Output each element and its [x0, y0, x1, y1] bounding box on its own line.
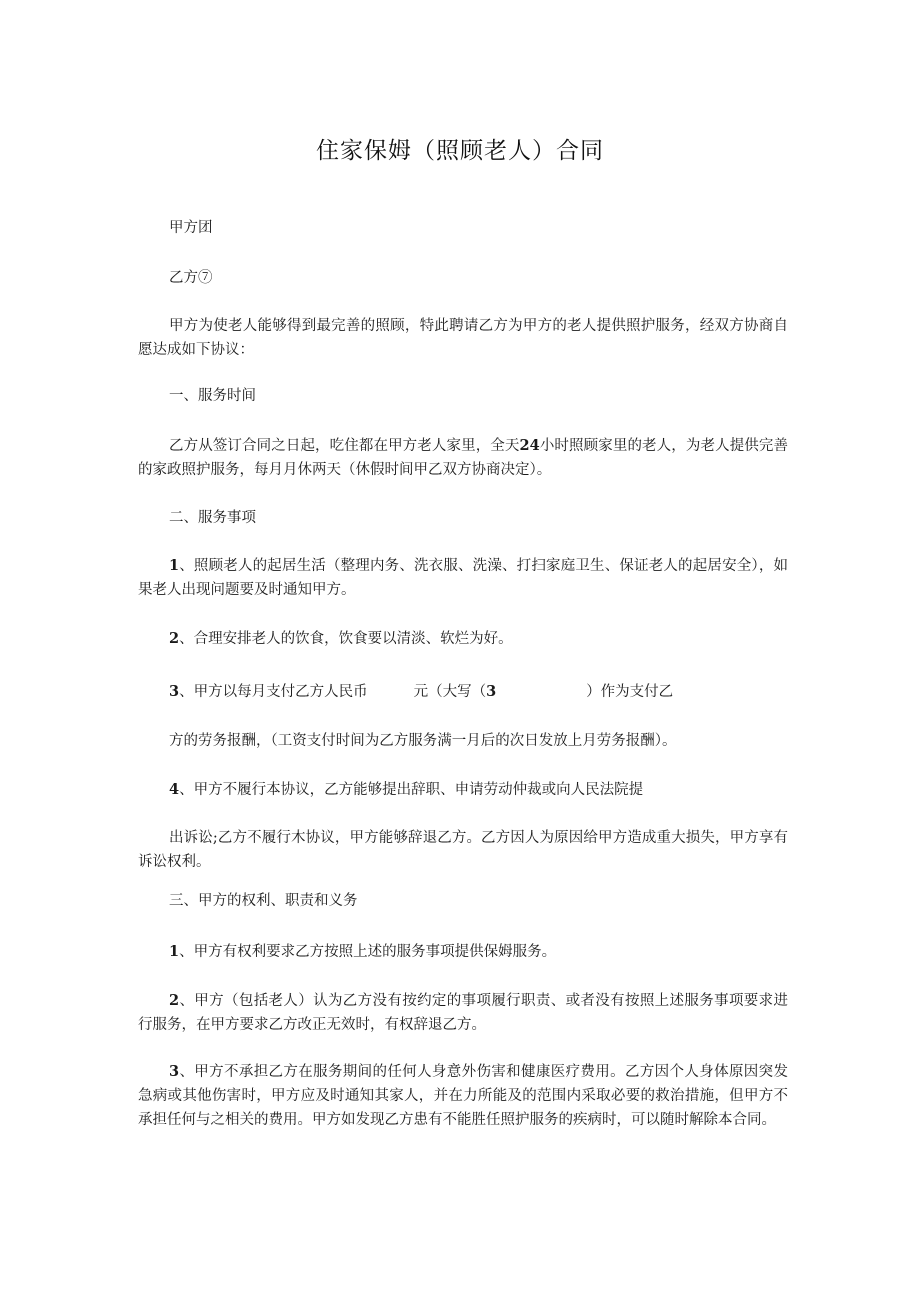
section3-item2-text: 、甲方（包括老人）认为乙方没有按约定的事项履行职责、或者没有按照上述服务事项要求进行服务，在甲方要求乙方改正无效时，有权辞退乙方。	[138, 993, 788, 1033]
section3-item3-num: 3	[169, 1063, 180, 1080]
section1-text-a: 乙方从签订合同之日起，吃住都在甲方老人家里，全天	[169, 438, 520, 454]
section2-item2	[138, 627, 788, 651]
section2-item2-num: 2	[169, 630, 180, 647]
section2-item3-continued: 方的劳务报酬，（工资支付时间为乙方服务满一月后的次日发放上月劳务报酬）。	[169, 733, 677, 749]
section2-item4-num: 4	[169, 781, 180, 798]
section2-item3-text-c: ）作为支付乙	[586, 684, 674, 700]
intro-paragraph: 甲方为使老人能够得到最完善的照顾，特此聘请乙方为甲方的老人提供照护服务，经双方协商自愿达成如下协议：	[138, 318, 788, 358]
document-title: 住家保姆（照顾老人）合同	[316, 138, 604, 164]
section2-item4-text: 、甲方不履行本协议，乙方能够提出辞职、申请劳动仲裁或向人民法院提	[179, 782, 644, 798]
section3-item1-num: 1	[169, 943, 180, 960]
section1-hours: 24	[519, 437, 540, 454]
party-b-line: 乙方⑦	[169, 270, 213, 286]
section3-item3-text: 、甲方不承担乙方在服务期间的任何人身意外伤害和健康医疗费用。乙方因个人身体原因突发急病或其他伤害时，甲方应及时通知其家人，并在力所能及的范围内采取必要的救治措施，但甲方不承担任何与之相关的费用。甲方如发现乙方患有不能胜任照护服务的疾病时，可以随时解除本合同。	[138, 1064, 788, 1128]
section2-item3	[138, 680, 788, 704]
section2-heading: 二、服务事项	[169, 510, 256, 526]
section1-paragraph	[138, 434, 788, 482]
section3-item1	[138, 940, 788, 964]
party-a-line: 甲方团	[169, 220, 213, 236]
section2-item1-num: 1	[169, 557, 180, 574]
section2-item3-text-a: 、甲方以每月支付乙方人民币	[179, 684, 368, 700]
section2-item2-text: 、合理安排老人的饮食，饮食要以清淡、软烂为好。	[179, 631, 513, 647]
section2-item3-num2: 3	[486, 683, 497, 700]
section3-heading: 三、甲方的权利、职责和义务	[169, 893, 358, 909]
section2-item4-continued: 出诉讼;乙方不履行木协议，甲方能够辞退乙方。乙方因人为原因给甲方造成重大损失，甲方享有诉讼权利。	[138, 830, 788, 870]
section1-heading: 一、服务时间	[169, 388, 256, 404]
section2-item4	[138, 778, 788, 802]
section3-item1-text: 、甲方有权利要求乙方按照上述的服务事项提供保姆服务。	[179, 944, 557, 960]
section3-item2	[138, 989, 788, 1037]
section3-item2-num: 2	[169, 992, 180, 1009]
section3-item3	[138, 1060, 788, 1132]
section2-item1	[138, 554, 788, 602]
section1-text-b: 小时照顾家里的老人，为老人提供完善的家政照护服务，每月月休两天（休假时间甲乙双方协商决定）。	[138, 438, 789, 478]
section2-item1-text: 、照顾老人的起居生活（整理内务、洗衣服、洗澡、打扫家庭卫生、保证老人的起居安全），如果老人出现问题要及时通知甲方。	[138, 558, 788, 598]
section2-item3-num: 3	[169, 683, 180, 700]
section2-item3-text-b: 元（大写（	[413, 684, 487, 700]
